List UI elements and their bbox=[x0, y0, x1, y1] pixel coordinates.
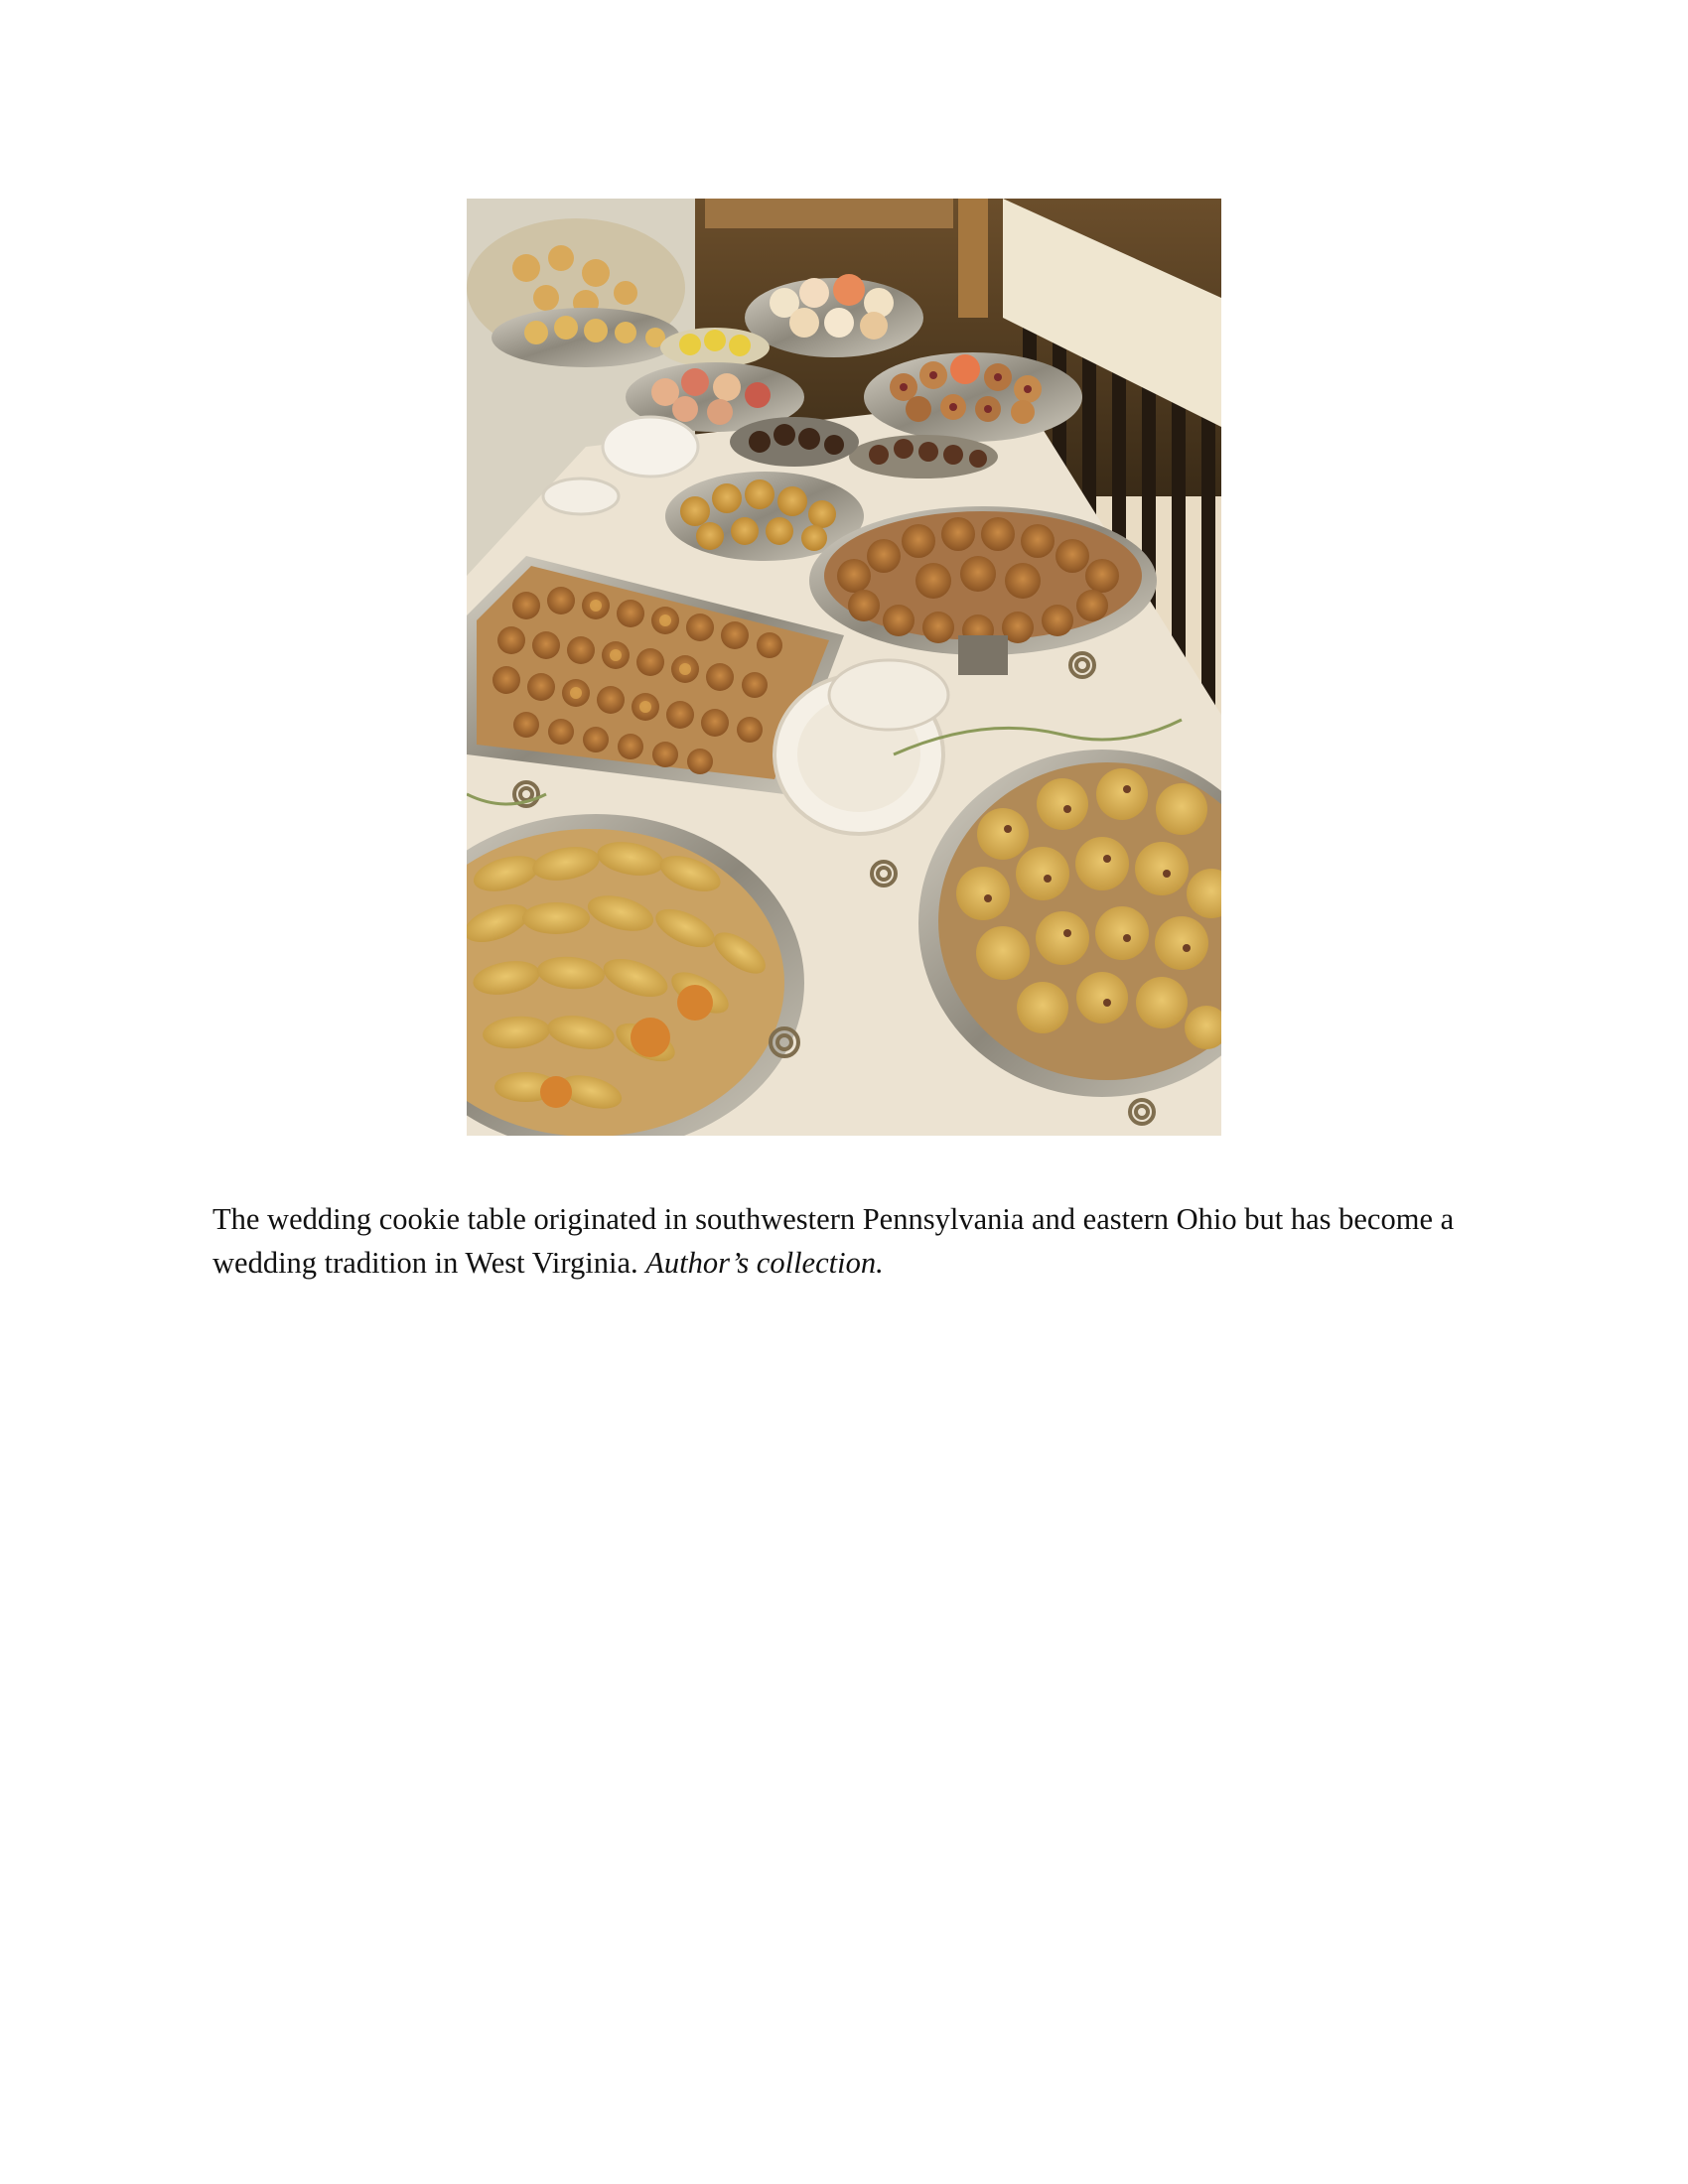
caption-credit: Author’s collection. bbox=[645, 1246, 884, 1280]
caption-text: The wedding cookie table originated in southwestern Pennsylvania and eastern Ohio but has become a wedding tradition in West Virginia. bbox=[212, 1202, 1455, 1280]
cookie-table-photo bbox=[467, 199, 1221, 1136]
figure-caption bbox=[212, 1197, 1493, 1285]
